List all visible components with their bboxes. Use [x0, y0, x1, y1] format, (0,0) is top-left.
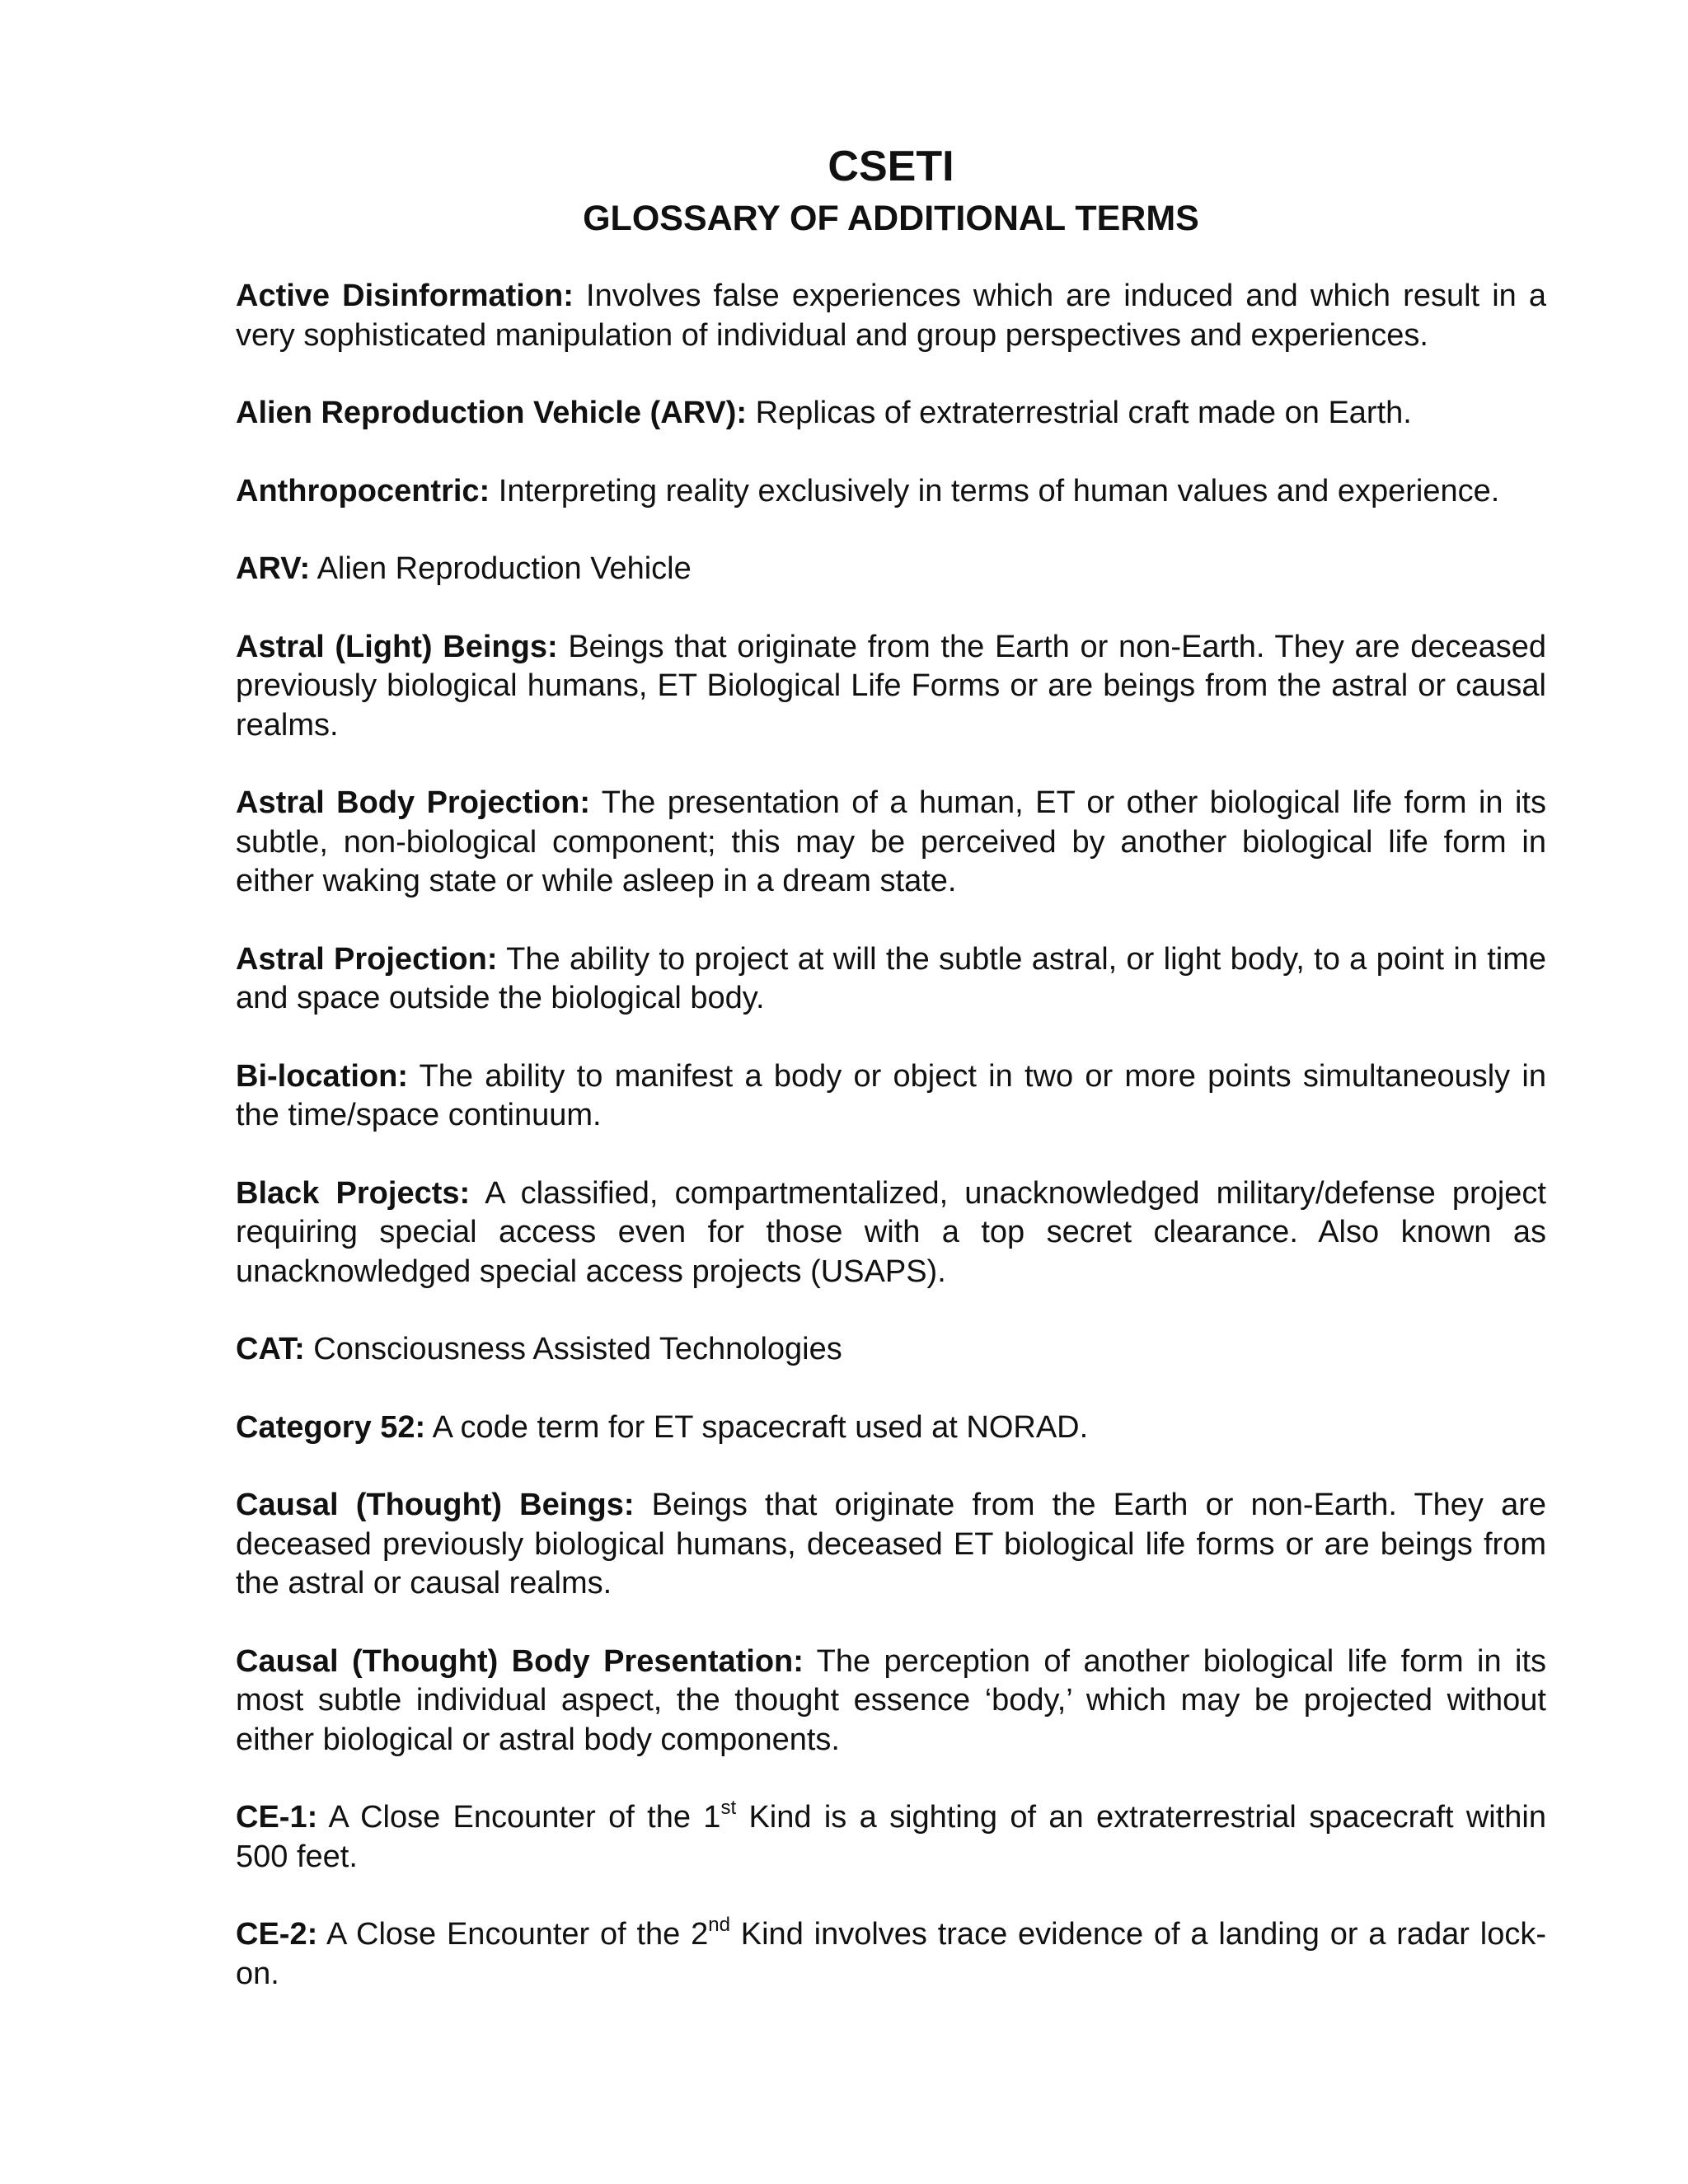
- glossary-definition: Replicas of extraterrestrial craft made on Earth.: [755, 396, 1412, 430]
- glossary-definition: The perception of another biological life form in its most subtle individual aspect, the thought essence ‘body,’ which may be projected without either biological or astral body components.: [236, 1643, 1547, 1757]
- glossary-definition-before: A Close Encounter of the 2: [326, 1917, 709, 1952]
- glossary-entry: [236, 1057, 1546, 1136]
- glossary-definition: Beings that originate from the Earth or non-Earth. They are deceased previously biological humans, ET Biological Life Forms or are beings from the astral or causal realms.: [236, 629, 1547, 743]
- glossary-entry: [236, 1486, 1546, 1604]
- glossary-definition: Involves false experiences which are induced and which result in a very sophisticated manipulation of individual and group perspectives and experiences.: [236, 279, 1547, 353]
- glossary-definition: Beings that originate from the Earth or non-Earth. They are deceased previously biological humans, deceased ET biological life forms or are beings from the astral or causal realms.: [236, 1488, 1546, 1601]
- document-page: [236, 140, 1546, 1994]
- glossary-entry: [236, 784, 1546, 902]
- glossary-definition: The presentation of a human, ET or other biological life form in its subtle, non-biological component; this may be perceived by another biological life form in either waking state or while asleep in a dream state.: [236, 785, 1546, 898]
- glossary-definition: A code term for ET spacecraft used at NORAD.: [432, 1409, 1089, 1445]
- glossary-definition: Interpreting reality exclusively in terms of human values and experience.: [498, 473, 1500, 509]
- glossary-term: Black Projects:: [236, 1175, 471, 1211]
- page-subtitle: GLOSSARY OF ADDITIONAL TERMS: [583, 199, 1199, 238]
- glossary-entry: [236, 277, 1546, 355]
- glossary-definition: Alien Reproduction Vehicle: [316, 551, 692, 586]
- glossary-entry: [236, 628, 1546, 746]
- glossary-entry: [236, 1174, 1546, 1292]
- glossary-entry: [236, 1408, 1546, 1448]
- glossary-term: Astral Body Projection:: [236, 785, 591, 820]
- glossary-term: Anthropocentric:: [236, 473, 490, 509]
- glossary-term: Bi-location:: [236, 1058, 408, 1094]
- glossary-entry: [236, 1915, 1546, 1994]
- glossary-entry: [236, 1643, 1546, 1760]
- glossary-entry: [236, 472, 1546, 512]
- glossary-definition-after: Kind is a sighting of an extraterrestrial spacecraft within 500 feet.: [236, 1800, 1546, 1874]
- glossary-term: ARV:: [236, 551, 311, 586]
- glossary-definition-after: Kind involves trace evidence of a landing or a radar lock-on.: [236, 1917, 1546, 1991]
- glossary-entry: [236, 1330, 1546, 1370]
- glossary-definition-before: A Close Encounter of the 1: [328, 1800, 721, 1835]
- glossary-list: [236, 277, 1546, 1994]
- glossary-entry: [236, 940, 1546, 1019]
- glossary-definition: Consciousness Assisted Technologies: [313, 1332, 842, 1366]
- glossary-term: Active Disinformation:: [236, 279, 574, 313]
- glossary-term: CAT:: [236, 1332, 305, 1366]
- glossary-term: Causal (Thought) Body Presentation:: [236, 1643, 804, 1679]
- glossary-term: CE-1:: [236, 1800, 318, 1835]
- glossary-entry: [236, 550, 1546, 589]
- glossary-term: Alien Reproduction Vehicle (ARV):: [236, 396, 748, 430]
- glossary-definition: The ability to project at will the subtle astral, or light body, to a point in time and space outside the biological body.: [236, 941, 1547, 1015]
- glossary-term: Category 52:: [236, 1409, 426, 1445]
- glossary-term: CE-2:: [236, 1917, 318, 1952]
- glossary-term: Causal (Thought) Beings:: [236, 1488, 635, 1522]
- page-title: CSETI: [828, 143, 954, 190]
- ordinal-suffix: st: [720, 1797, 737, 1820]
- ordinal-suffix: nd: [708, 1914, 730, 1937]
- glossary-entry: [236, 394, 1546, 434]
- glossary-definition: The ability to manifest a body or object in two or more points simultaneously in the time/space continuum.: [236, 1058, 1546, 1132]
- glossary-entry: [236, 1798, 1546, 1877]
- glossary-term: Astral Projection:: [236, 941, 498, 977]
- glossary-term: Astral (Light) Beings:: [236, 629, 558, 664]
- glossary-definition: A classified, compartmentalized, unacknowledged military/defense project requiring special access even for those with a top secret clearance. Also known as unacknowledged special access projects (USAPS).: [236, 1175, 1546, 1289]
